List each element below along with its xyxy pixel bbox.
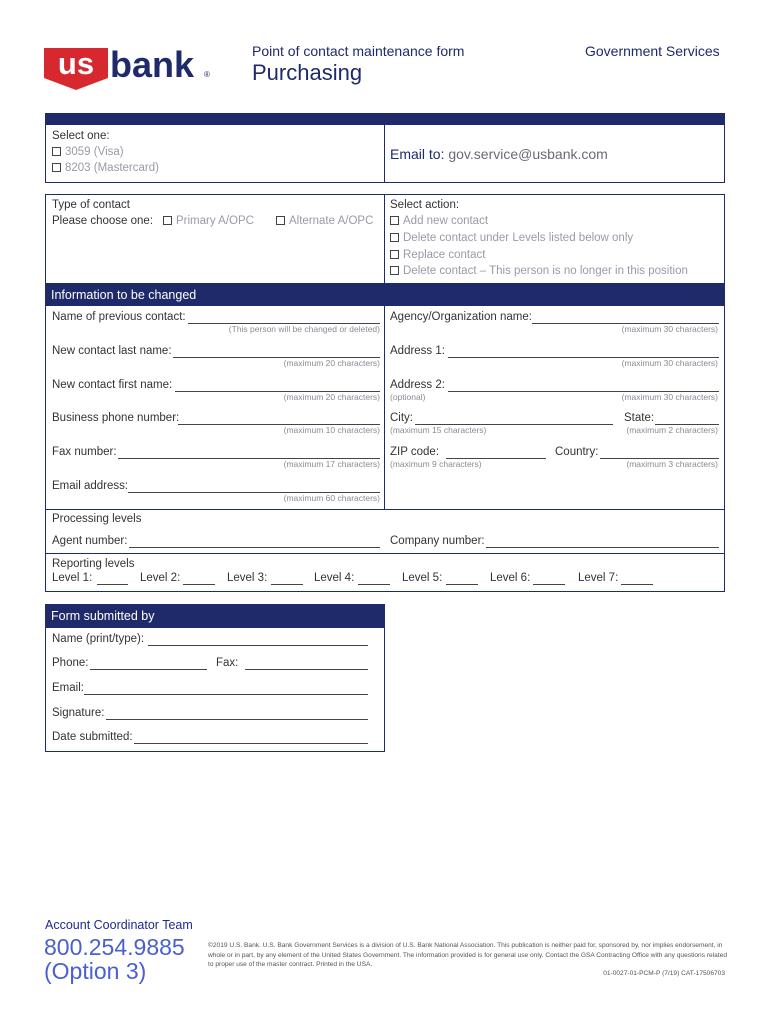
footer-option: (Option 3) xyxy=(44,958,147,984)
submitter-fax-label: Fax: xyxy=(216,657,239,669)
action-delete[interactable] xyxy=(390,265,688,277)
checkbox-add[interactable] xyxy=(390,216,399,225)
action-replace-label: Replace contact xyxy=(403,249,486,261)
level-6-field[interactable] xyxy=(533,584,565,585)
last-name-hint: (maximum 20 characters) xyxy=(283,358,380,368)
option-visa[interactable] xyxy=(52,146,124,158)
level-6[interactable] xyxy=(490,572,530,584)
level-7-field[interactable] xyxy=(621,584,653,585)
option-alternate[interactable] xyxy=(276,215,373,227)
agent-number-field[interactable] xyxy=(129,547,380,548)
section-divider xyxy=(384,125,385,183)
action-add[interactable] xyxy=(390,215,488,227)
section-divider xyxy=(384,194,385,284)
checkbox-replace[interactable] xyxy=(390,250,399,259)
level-6-label: Level 6: xyxy=(490,572,531,584)
city-label: City: xyxy=(390,412,413,424)
phone-hint: (maximum 10 characters) xyxy=(283,425,380,435)
level-7[interactable] xyxy=(578,572,618,584)
checkbox-delete-levels[interactable] xyxy=(390,233,399,242)
submitter-name-label: Name (print/type): xyxy=(52,633,145,645)
level-3-label: Level 3: xyxy=(227,572,268,584)
option-mastercard-label: 8203 (Mastercard) xyxy=(65,162,159,174)
level-3[interactable] xyxy=(227,572,267,584)
option-alternate-label: Alternate A/OPC xyxy=(289,215,374,227)
submitter-phone-label: Phone: xyxy=(52,657,89,669)
email-address[interactable]: gov.service@usbank.com xyxy=(448,146,608,162)
level-4-field[interactable] xyxy=(358,584,390,585)
svg-text:us: us xyxy=(57,46,95,81)
level-2-field[interactable] xyxy=(183,584,215,585)
level-5[interactable] xyxy=(402,572,442,584)
reporting-title: Reporting levels xyxy=(52,558,135,570)
level-7-label: Level 7: xyxy=(578,572,619,584)
signature-field[interactable] xyxy=(106,719,368,720)
submitter-fax-field[interactable] xyxy=(245,669,368,670)
level-2-label: Level 2: xyxy=(140,572,181,584)
city-hint: (maximum 15 characters) xyxy=(390,425,487,435)
option-primary-label: Primary A/OPC xyxy=(176,215,254,227)
level-4-label: Level 4: xyxy=(314,572,355,584)
footer-phone: 800.254.9885 xyxy=(44,934,185,960)
checkbox-primary[interactable] xyxy=(163,216,172,225)
zip-label: ZIP code: xyxy=(390,446,440,458)
country-hint: (maximum 3 characters) xyxy=(626,459,718,469)
section-divider xyxy=(384,306,385,510)
info-header: Information to be changed xyxy=(45,284,725,306)
phone-label: Business phone number: xyxy=(52,412,180,424)
country-label: Country: xyxy=(555,446,599,458)
coordinator-team: Account Coordinator Team xyxy=(45,918,193,932)
submitter-email-field[interactable] xyxy=(84,694,368,695)
form-subtitle: Point of contact maintenance form xyxy=(252,43,465,59)
action-replace[interactable] xyxy=(390,249,485,261)
action-delete-levels-label: Delete contact under Levels listed below only xyxy=(403,232,634,244)
address2-optional-hint: (optional) xyxy=(390,392,426,402)
agency-label: Agency/Organization name: xyxy=(390,311,532,323)
form-code: 01-0027-01-PCM-P (7/19) CAT-17506703 xyxy=(603,970,725,977)
legal-text: ©2019 U.S. Bank. U.S. Bank Government Services is a division of U.S. Bank National Association. This publication is neither paid for, sponsored by, nor implies endorsement, in whole or in part, by any element of the United States Government. The information provided is for general use only. Contact the GSA Contracting Office with any questions related to proper use of the master contract. Printed in the USA. xyxy=(208,942,727,968)
usbank-logo xyxy=(44,44,216,92)
fax-hint: (maximum 17 characters) xyxy=(283,459,380,469)
choose-prompt: Please choose one: xyxy=(52,215,154,227)
agent-number-label: Agent number: xyxy=(52,535,128,547)
division-name: Government Services xyxy=(585,43,720,59)
level-1-label: Level 1: xyxy=(52,572,93,584)
address1-hint: (maximum 30 characters) xyxy=(621,358,718,368)
email-to-label: Email to: xyxy=(390,146,445,162)
level-2[interactable] xyxy=(140,572,180,584)
state-hint: (maximum 2 characters) xyxy=(626,425,718,435)
option-mastercard[interactable] xyxy=(52,162,159,174)
action-delete-levels[interactable] xyxy=(390,232,633,244)
level-1-field[interactable] xyxy=(97,584,128,585)
email-address-label: Email address: xyxy=(52,480,129,492)
email-address-hint: (maximum 60 characters) xyxy=(283,493,380,503)
option-visa-label: 3059 (Visa) xyxy=(65,146,124,158)
level-4[interactable] xyxy=(314,572,354,584)
select-one-label: Select one: xyxy=(52,130,110,142)
agency-hint: (maximum 30 characters) xyxy=(621,324,718,334)
submitted-header: Form submitted by xyxy=(45,604,385,628)
checkbox-mastercard[interactable] xyxy=(52,163,61,172)
fax-label: Fax number: xyxy=(52,446,117,458)
level-5-label: Level 5: xyxy=(402,572,443,584)
submitter-phone-field[interactable] xyxy=(90,669,207,670)
submitter-name-field[interactable] xyxy=(148,645,368,646)
level-1[interactable] xyxy=(52,572,92,584)
prev-contact-label: Name of previous contact: xyxy=(52,311,186,323)
form-title: Purchasing xyxy=(252,60,363,85)
checkbox-alternate[interactable] xyxy=(276,216,285,225)
address2-hint: (maximum 30 characters) xyxy=(621,392,718,402)
date-submitted-field[interactable] xyxy=(134,743,368,744)
company-number-field[interactable] xyxy=(486,547,719,548)
level-5-field[interactable] xyxy=(446,584,478,585)
date-submitted-label: Date submitted: xyxy=(52,731,133,743)
address1-label: Address 1: xyxy=(390,345,445,357)
last-name-label: New contact last name: xyxy=(52,345,172,357)
signature-label: Signature: xyxy=(52,707,105,719)
address2-label: Address 2: xyxy=(390,379,445,391)
prev-contact-hint: (This person will be changed or deleted) xyxy=(228,324,380,334)
svg-text:®: ® xyxy=(204,70,210,79)
submitter-email-label: Email: xyxy=(52,682,84,694)
first-name-hint: (maximum 20 characters) xyxy=(283,392,380,402)
action-add-label: Add new contact xyxy=(403,215,489,227)
zip-hint: (maximum 9 characters) xyxy=(390,459,482,469)
action-delete-label: Delete contact – This person is no longer in this position xyxy=(403,265,688,277)
select-action-label: Select action: xyxy=(390,199,460,211)
state-label: State: xyxy=(624,412,655,424)
svg-text:bank: bank xyxy=(110,44,195,85)
checkbox-visa[interactable] xyxy=(52,147,61,156)
level-3-field[interactable] xyxy=(271,584,303,585)
checkbox-delete[interactable] xyxy=(390,266,399,275)
company-number-label: Company number: xyxy=(390,535,485,547)
processing-title: Processing levels xyxy=(52,513,142,525)
contact-type-title: Type of contact xyxy=(52,199,130,211)
first-name-label: New contact first name: xyxy=(52,379,173,391)
option-primary[interactable] xyxy=(163,215,254,227)
email-to xyxy=(390,146,608,162)
